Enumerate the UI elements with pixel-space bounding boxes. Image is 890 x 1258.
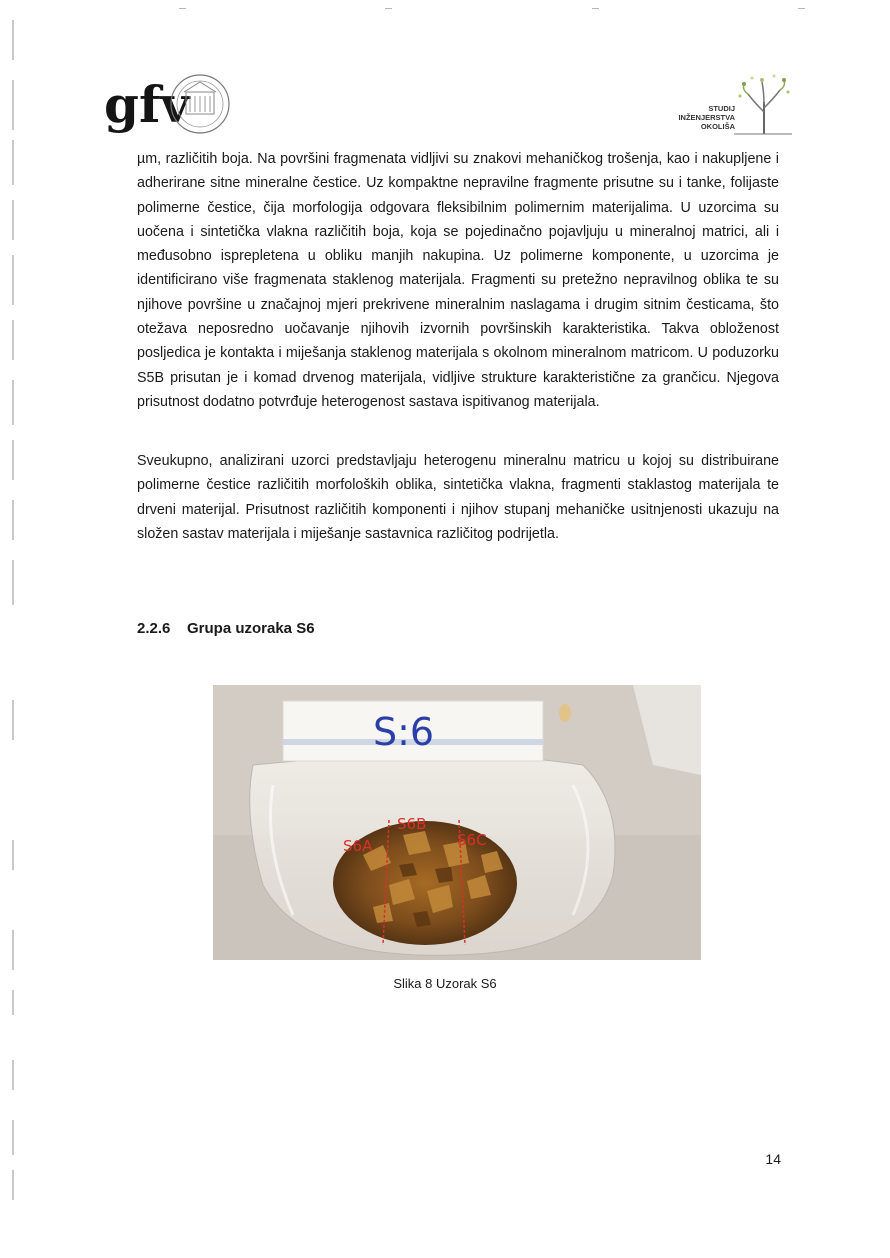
logo-line-2: INŽENJERSTVA <box>678 113 735 122</box>
figure-caption: Slika 8 Uzorak S6 <box>393 976 497 991</box>
section-title: Grupa uzoraka S6 <box>187 620 315 637</box>
bag-label-text: S:6 <box>373 710 435 754</box>
logo-line-3: OKOLIŠA <box>700 122 735 131</box>
sub-label-a: S6A <box>343 837 373 855</box>
paragraph-text: µm, različitih boja. Na površini fragmenata vidljivi su znakovi mehaničkog trošenja, kao i nakupljene i adherirane sitne mineralne čestice. Uz kompaktne nepravilne fragmente prisutne su i tanke, folijaste polimerne čestice, čija morfologija odgovara fleksibilnim polimernim materijalima. U uzorcima su uočena i sintetička vlakna različitih boja, koja se pojedinačno pojavljuju u mineralnoj matrici, ali i međusobno isprepletena u obliku manjih nakupina. Uz polimerne komponente, u uzorcima je identificirano više fragmenata staklenog materijala. Fragmenti su pretežno nepravilnog oblika te su njihove površine u značajnoj mjeri prekrivene mineralnim naslagama i drugim sitnim česticama, što otežava neposredno uočavanje njihovih izvornih površinskih karakteristika. Takva obloženost posljedica je kontakta i miješanja staklenog materijala s okolnom mineralnom matricom. U poduzorku S5B prisutan je i komad drvenog materijala, vidljive strukture karakteristične za grančicu. Njegova prisutnost dodatno potvrđuje heterogenost sastava ispitivanog materijala. <box>137 151 779 410</box>
sample-photo <box>213 685 701 960</box>
body-paragraph-1 <box>137 147 779 414</box>
scan-edge-marks <box>0 0 28 1258</box>
study-program-logo-text <box>660 104 735 131</box>
section-number: 2.2.6 <box>137 620 171 637</box>
body-paragraph-2 <box>137 449 779 546</box>
section-heading <box>137 620 315 637</box>
study-program-logo <box>660 72 790 142</box>
paragraph-text: Sveukupno, analizirani uzorci predstavljaju heterogenu mineralnu matricu u kojoj su distribuirane polimerne čestice različitih morfoloških oblika, sintetička vlakna, fragmenti staklastog materijala te drveni materijal. Prisutnost različitih komponenti i njihov stupanj mehaničke usitnjenosti ukazuju na složen sastav materijala i miješanje sastavnica različitog podrijetla. <box>137 453 779 542</box>
page-number: 14 <box>765 1151 781 1167</box>
sub-label-c: S6C <box>457 831 487 849</box>
sub-label-b: S6B <box>397 815 427 833</box>
logo-line-1: STUDIJ <box>708 104 735 113</box>
tree-icon <box>734 72 794 136</box>
faculty-logo-graphic <box>104 70 234 140</box>
faculty-logo <box>104 70 234 140</box>
faculty-logo-letters: gfv <box>104 75 190 134</box>
sample-bag-image <box>213 685 701 960</box>
